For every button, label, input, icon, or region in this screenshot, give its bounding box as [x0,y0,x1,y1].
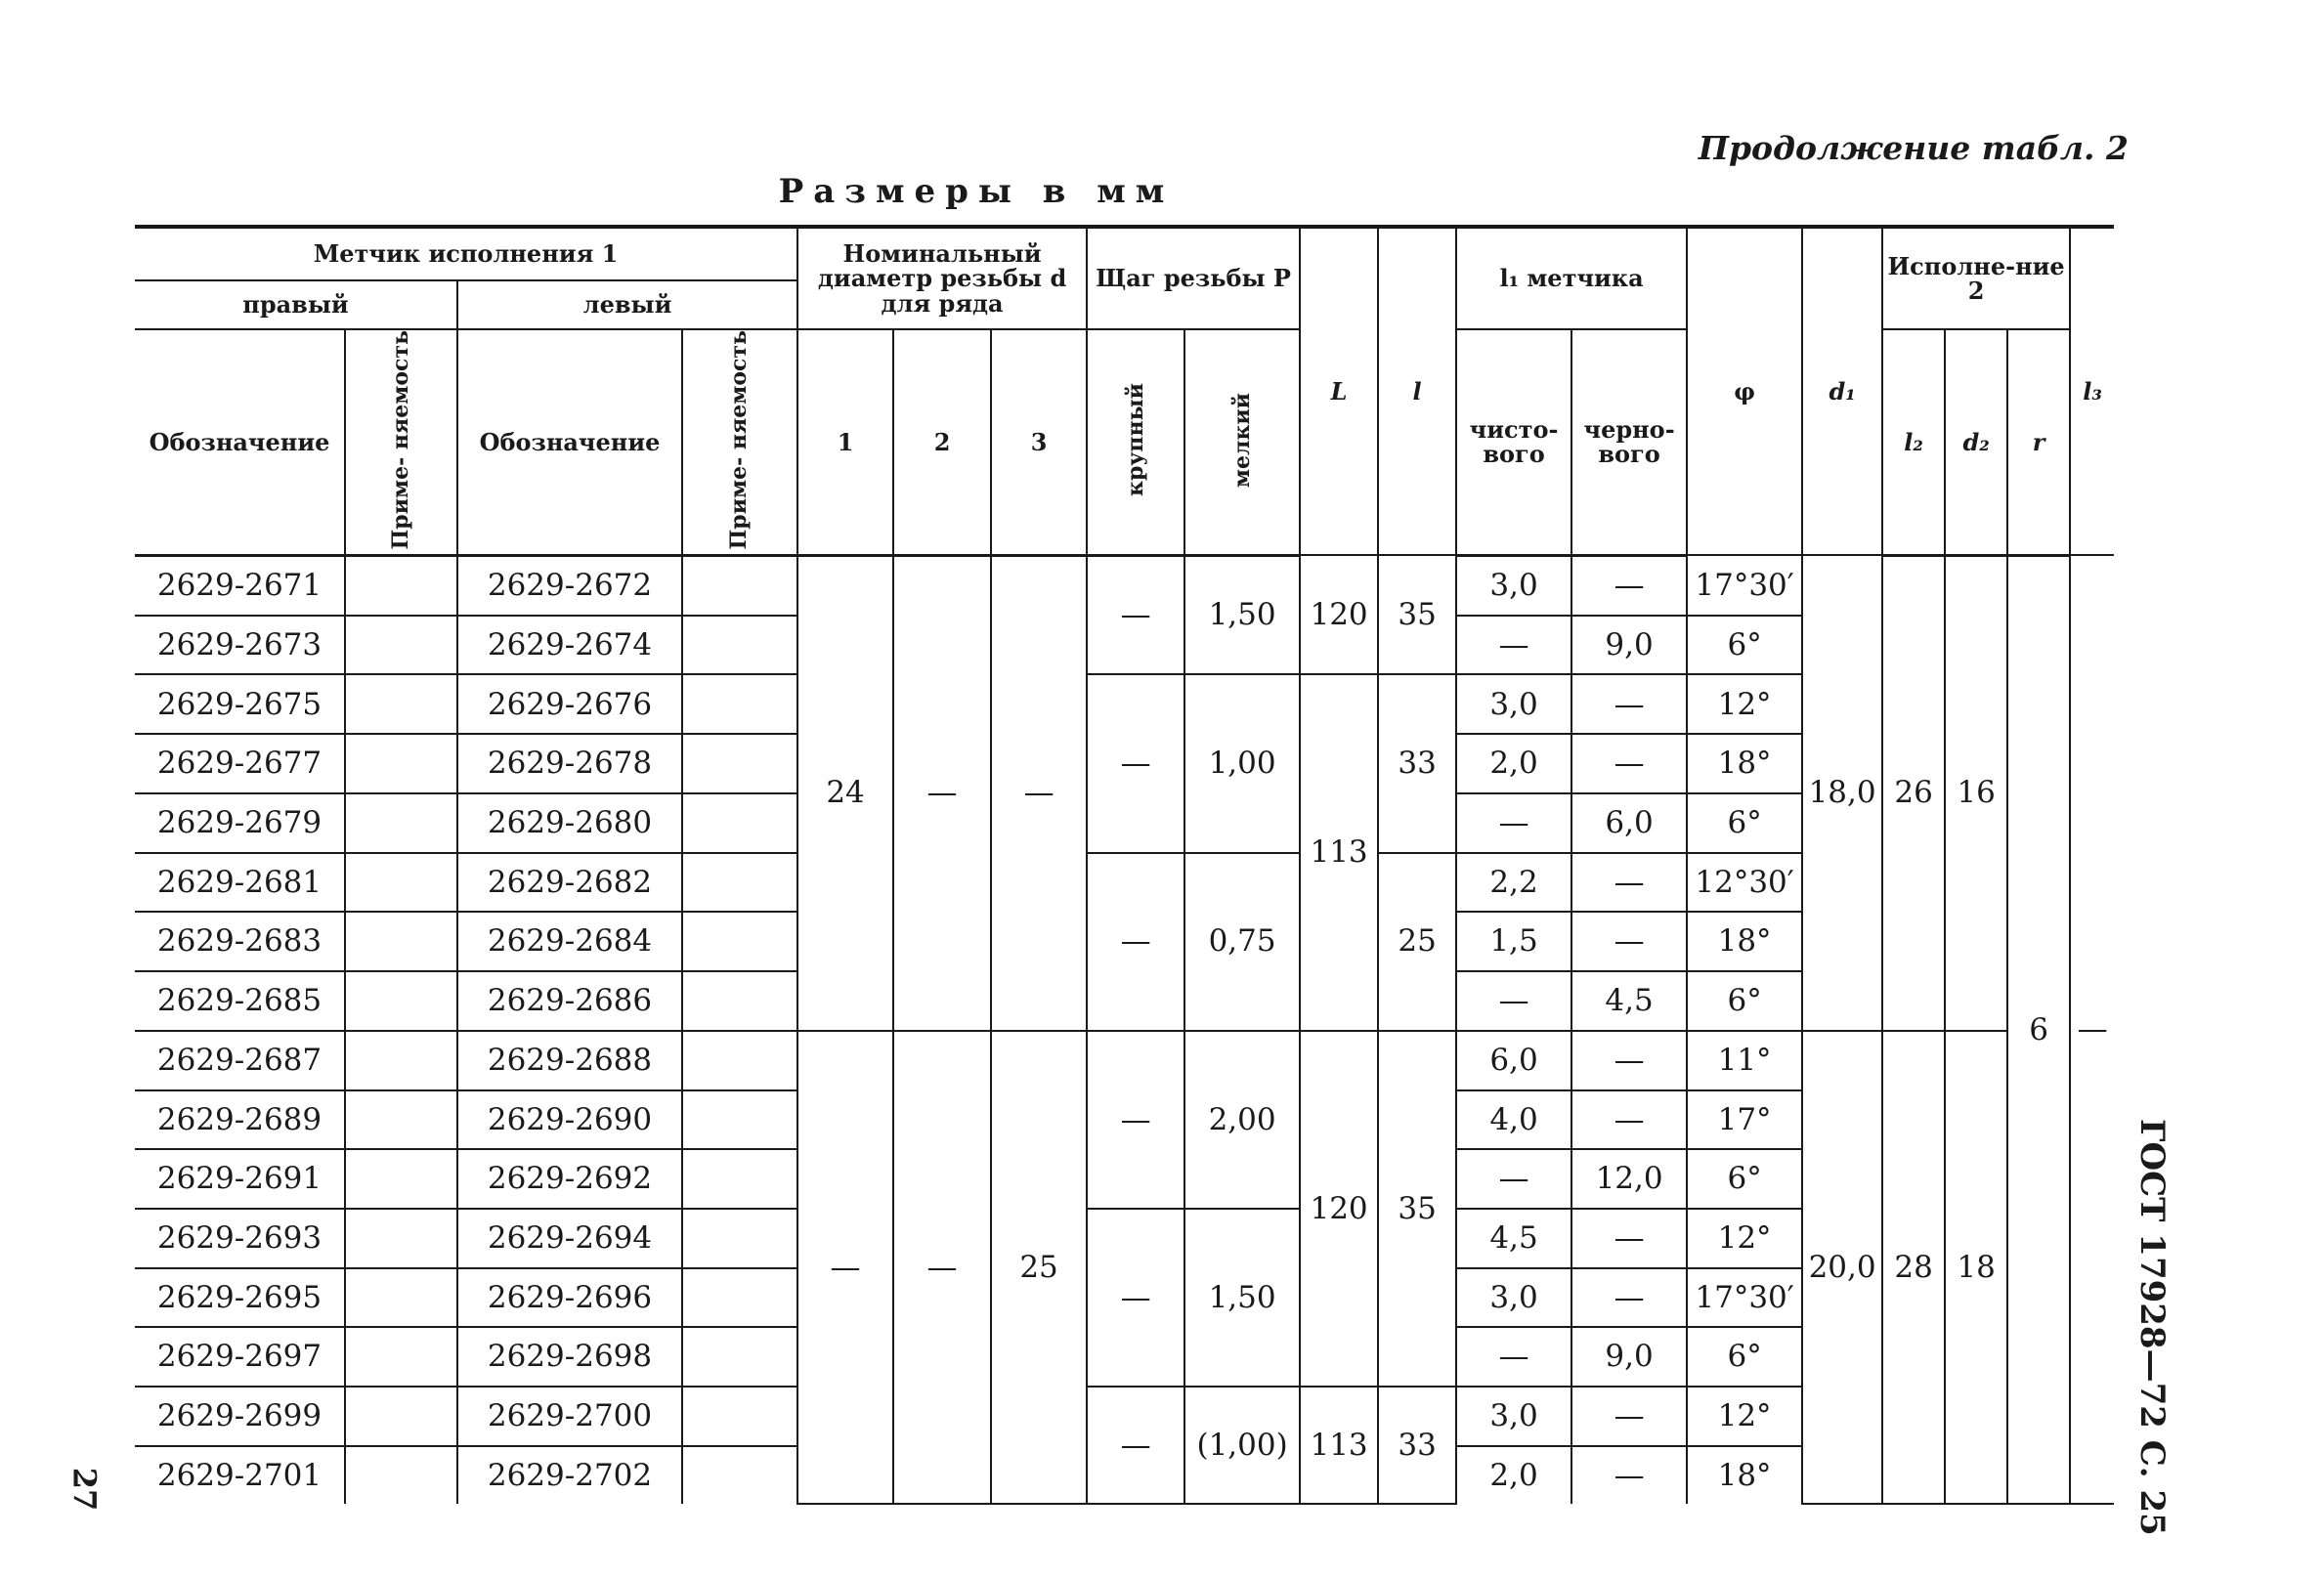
pitch-coarse: — [1087,1209,1184,1387]
designation-right: 2629-2691 [135,1149,345,1209]
l1-roughing: — [1571,1387,1687,1446]
l1-finishing: 3,0 [1456,1387,1571,1446]
header-tap-version-1: Метчик исполнения 1 [135,227,797,280]
designation-right: 2629-2679 [135,793,345,853]
designation-right: 2629-2685 [135,971,345,1031]
phi-angle: 12° [1687,674,1802,734]
designation-right: 2629-2677 [135,734,345,793]
header-applicability-left: Приме- няемость [682,329,797,555]
header-nominal-diameter: Номинальный диаметр резьбы d для ряда [797,227,1087,329]
header-applicability-right: Приме- няемость [345,329,457,555]
pitch-fine: 2,00 [1184,1031,1300,1209]
diameter-row3: 25 [991,1031,1087,1504]
designation-left: 2629-2702 [457,1446,682,1504]
phi-angle: 18° [1687,734,1802,793]
designation-left: 2629-2700 [457,1387,682,1446]
l1-finishing: 3,0 [1456,555,1571,616]
applicability-cell [682,674,797,734]
designation-right: 2629-2699 [135,1387,345,1446]
l1-finishing: 6,0 [1456,1031,1571,1090]
diameter-row1: — [797,1031,893,1504]
applicability-cell [345,853,457,913]
designation-right: 2629-2683 [135,912,345,971]
pitch-fine: (1,00) [1184,1387,1300,1504]
designation-right: 2629-2675 [135,674,345,734]
designation-right: 2629-2693 [135,1209,345,1268]
header-right-hand: правый [135,280,457,329]
applicability-cell [345,1031,457,1090]
l1-roughing: 4,5 [1571,971,1687,1031]
header-version-2: Исполне-ние 2 [1882,227,2070,329]
phi-angle: 17° [1687,1090,1802,1150]
l1-finishing: 4,0 [1456,1090,1571,1150]
l2-value: 26 [1882,555,1945,1031]
applicability-cell [682,555,797,616]
l1-roughing: — [1571,1446,1687,1504]
designation-left: 2629-2674 [457,616,682,675]
header-l1-tap: l₁ метчика [1456,227,1687,329]
designation-left: 2629-2680 [457,793,682,853]
length-L: 113 [1300,674,1378,1030]
l2-value: 28 [1882,1031,1945,1504]
l1-roughing: 9,0 [1571,1327,1687,1387]
phi-angle: 6° [1687,616,1802,675]
l1-finishing: 3,0 [1456,674,1571,734]
l1-roughing: 12,0 [1571,1149,1687,1209]
l1-finishing: 2,0 [1456,734,1571,793]
header-l2: l₂ [1882,329,1945,555]
continuation-label: Продолжение табл. 2 [1698,129,2129,167]
l1-roughing: 9,0 [1571,616,1687,675]
phi-angle: 17°30′ [1687,1268,1802,1328]
designation-right: 2629-2689 [135,1090,345,1150]
applicability-cell [682,1090,797,1150]
l1-roughing: — [1571,555,1687,616]
l1-finishing: — [1456,1149,1571,1209]
pitch-fine: 1,50 [1184,1209,1300,1387]
header-left-hand: левый [457,280,797,329]
l1-roughing: — [1571,1031,1687,1090]
designation-left: 2629-2686 [457,971,682,1031]
r-value: 6 [2007,555,2070,1504]
designation-left: 2629-2698 [457,1327,682,1387]
phi-angle: 11° [1687,1031,1802,1090]
l3-value: — [2070,555,2114,1504]
applicability-cell [682,1268,797,1328]
l1-finishing: 4,5 [1456,1209,1571,1268]
d2-value: 18 [1945,1031,2007,1504]
applicability-cell [682,853,797,913]
applicability-cell [345,616,457,675]
header-designation-left: Обозначение [457,329,682,555]
table-caption: Размеры в мм [778,172,1175,211]
pitch-fine: 0,75 [1184,853,1300,1031]
designation-left: 2629-2684 [457,912,682,971]
designation-right: 2629-2697 [135,1327,345,1387]
l1-finishing: 3,0 [1456,1268,1571,1328]
l1-finishing: — [1456,793,1571,853]
dimensions-table [135,225,2114,1505]
designation-left: 2629-2696 [457,1268,682,1328]
l1-finishing: 1,5 [1456,912,1571,971]
applicability-cell [682,912,797,971]
header-l3: l₃ [2070,227,2114,555]
applicability-cell [345,1209,457,1268]
applicability-cell [682,1149,797,1209]
applicability-cell [682,1446,797,1504]
l1-roughing: — [1571,912,1687,971]
l1-roughing: — [1571,853,1687,913]
length-L: 113 [1300,1387,1378,1504]
l1-finishing: — [1456,616,1571,675]
diameter-row1: 24 [797,555,893,1031]
header-roughing: черно-вого [1571,329,1687,555]
page-number: 27 [65,1467,104,1512]
l1-roughing: — [1571,734,1687,793]
header-designation-right: Обозначение [135,329,345,555]
pitch-coarse: — [1087,853,1184,1031]
phi-angle: 6° [1687,793,1802,853]
designation-right: 2629-2687 [135,1031,345,1090]
header-phi: φ [1687,227,1802,555]
phi-angle: 18° [1687,912,1802,971]
applicability-cell [682,734,797,793]
diameter-row3: — [991,555,1087,1031]
l1-roughing: — [1571,1268,1687,1328]
header-L: L [1300,227,1378,555]
designation-right: 2629-2681 [135,853,345,913]
phi-angle: 12°30′ [1687,853,1802,913]
designation-left: 2629-2692 [457,1149,682,1209]
phi-angle: 6° [1687,971,1802,1031]
pitch-fine: 1,00 [1184,674,1300,852]
pitch-coarse: — [1087,674,1184,852]
designation-left: 2629-2682 [457,853,682,913]
applicability-cell [345,1327,457,1387]
header-row-3: 3 [991,329,1087,555]
diameter-row2: — [893,1031,991,1504]
applicability-cell [682,1209,797,1268]
phi-angle: 12° [1687,1209,1802,1268]
d1-value: 20,0 [1802,1031,1882,1504]
length-L: 120 [1300,1031,1378,1387]
diameter-row2: — [893,555,991,1031]
applicability-cell [345,1387,457,1446]
applicability-cell [345,971,457,1031]
designation-right: 2629-2695 [135,1268,345,1328]
applicability-cell [682,616,797,675]
l1-roughing: — [1571,1090,1687,1150]
length-L: 120 [1300,555,1378,674]
designation-left: 2629-2678 [457,734,682,793]
header-finishing: чисто-вого [1456,329,1571,555]
applicability-cell [345,912,457,971]
length-l: 33 [1378,1387,1456,1504]
designation-left: 2629-2694 [457,1209,682,1268]
length-l: 35 [1378,1031,1456,1387]
phi-angle: 6° [1687,1149,1802,1209]
designation-right: 2629-2671 [135,555,345,616]
designation-right: 2629-2701 [156,1457,323,1493]
pitch-coarse: — [1087,555,1184,674]
d1-value: 18,0 [1802,555,1882,1031]
applicability-cell [682,1387,797,1446]
pitch-coarse: — [1087,1031,1184,1209]
header-row-1: 1 [797,329,893,555]
standard-side-label: ГОСТ 17928—72 С. 25 [2132,1119,2172,1536]
l1-roughing: — [1571,674,1687,734]
applicability-cell [682,1031,797,1090]
applicability-cell [345,793,457,853]
designation-left: 2629-2688 [457,1031,682,1090]
designation-left: 2629-2672 [457,555,682,616]
header-fine: мелкий [1184,329,1300,555]
l1-roughing: — [1571,1209,1687,1268]
applicability-cell [345,1268,457,1328]
designation-left: 2629-2690 [457,1090,682,1150]
d2-value: 16 [1945,555,2007,1031]
phi-angle: 17°30′ [1687,555,1802,616]
applicability-cell [682,1327,797,1387]
phi-angle: 6° [1687,1327,1802,1387]
applicability-cell [345,1090,457,1150]
header-row-2: 2 [893,329,991,555]
designation-right: 2629-2673 [135,616,345,675]
l1-roughing: 6,0 [1571,793,1687,853]
header-thread-pitch: Щаг резьбы P [1087,227,1300,329]
length-l: 33 [1378,674,1456,852]
l1-finishing: 2,2 [1456,853,1571,913]
pitch-coarse: — [1087,1387,1184,1504]
header-r: r [2007,329,2070,555]
designation-left: 2629-2676 [457,674,682,734]
applicability-cell [345,1149,457,1209]
phi-angle: 12° [1687,1387,1802,1446]
applicability-cell [345,734,457,793]
applicability-cell [682,971,797,1031]
l1-finishing: — [1456,1327,1571,1387]
pitch-fine: 1,50 [1184,555,1300,674]
header-coarse: крупный [1087,329,1184,555]
header-d1: d₁ [1802,227,1882,555]
applicability-cell [345,1446,457,1504]
applicability-cell [345,674,457,734]
l1-finishing: — [1456,971,1571,1031]
phi-angle: 18° [1687,1446,1802,1504]
length-l: 35 [1378,555,1456,674]
l1-finishing: 2,0 [1456,1446,1571,1504]
applicability-cell [345,555,457,616]
header-l: l [1378,227,1456,555]
applicability-cell [682,793,797,853]
length-l: 25 [1378,853,1456,1031]
header-d2: d₂ [1945,329,2007,555]
